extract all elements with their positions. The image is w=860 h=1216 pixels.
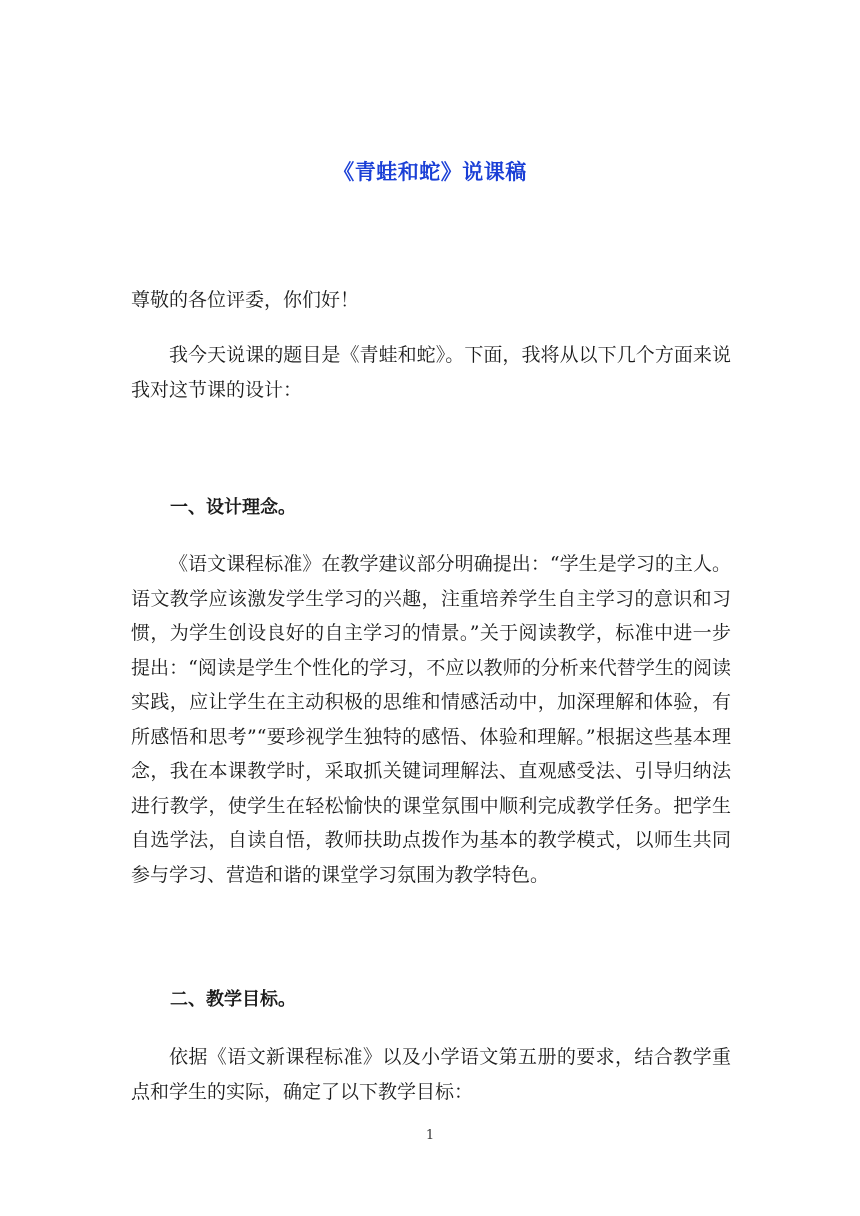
section-heading-teaching-goals: 二、教学目标。 (170, 989, 296, 1010)
section-body-teaching-goals: 依据《语文新课程标准》以及小学语文第五册的要求，结合教学重点和学生的实际，确定了以下教学目标： (131, 1046, 731, 1103)
document-title: 《青蛙和蛇》说课稿 (333, 160, 527, 184)
section-body-design-concept: 《语文课程标准》在教学建议部分明确提出：“学生是学习的主人。语文教学应该激发学生学习的兴趣，注重培养学生自主学习的意识和习惯，为学生创设良好的自主学习的情景。”关于阅读教学，标准中进一步提出：“阅读是学生个性化的学习，不应以教师的分析来代替学生的阅读实践，应让学生在主动积极的思维和情感活动中，加深理解和体验，有所感悟和思考”“要珍视学生独特的感悟、体验和理解。”根据这些基本理念，我在本课教学时，采取抓关键词理解法、直观感受法、引导归纳法进行教学，使学生在轻松愉快的课堂氛围中顺利完成教学任务。把学生自选学法，自读自悟，教师扶助点拨作为基本的教学模式，以师生共同参与学习、营造和谐的课堂学习氛围为教学特色。 (131, 553, 731, 886)
page-number: 1 (425, 1128, 435, 1143)
intro-paragraph: 我今天说课的题目是《青蛙和蛇》。下面，我将从以下几个方面来说我对这节课的设计： (131, 344, 731, 401)
section-heading-design-concept: 一、设计理念。 (170, 497, 296, 518)
greeting-paragraph: 尊敬的各位评委，你们好！ (131, 289, 360, 311)
